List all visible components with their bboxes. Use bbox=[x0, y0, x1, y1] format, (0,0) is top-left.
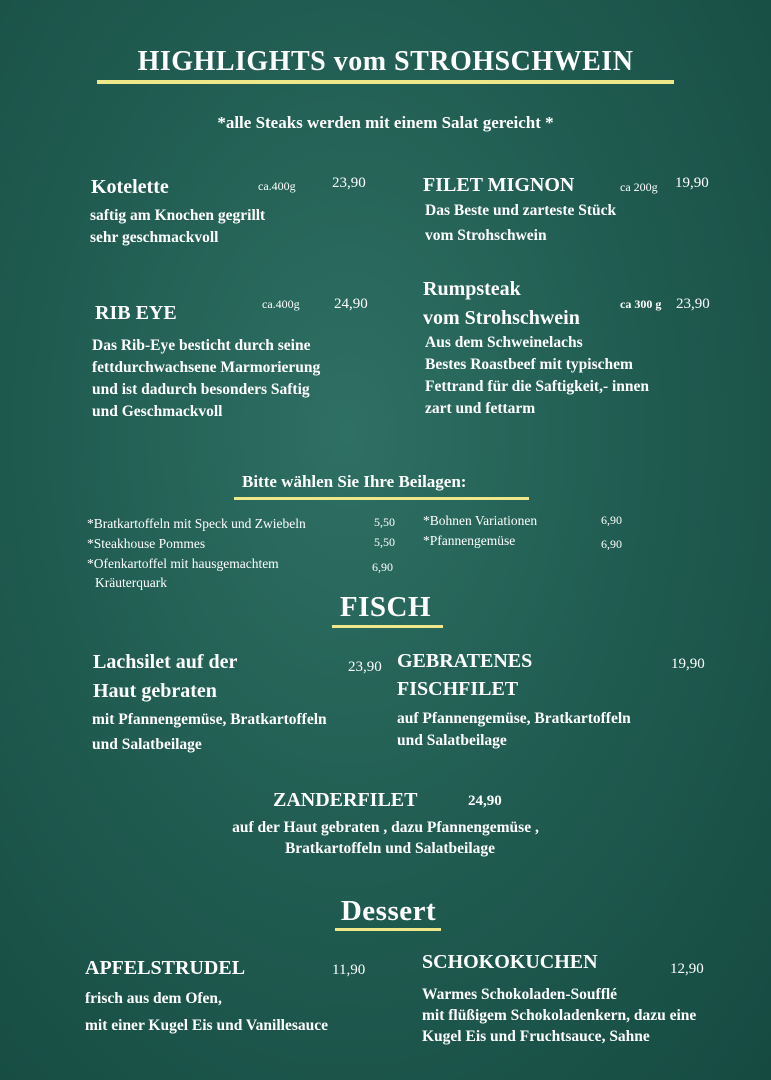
side-item: *Bratkartoffeln mit Speck und Zwiebeln bbox=[87, 516, 306, 531]
filet-desc-1: Das Beste und zarteste Stück bbox=[425, 202, 617, 219]
ribeye-weight: ca.400g bbox=[262, 297, 300, 311]
apfel-name: APFELSTRUDEL bbox=[85, 957, 246, 979]
side-item: *Ofenkartoffel mit hausgemachtem bbox=[87, 556, 279, 571]
sides-heading: Bitte wählen Sie Ihre Beilagen: bbox=[242, 472, 467, 491]
zander-price: 24,90 bbox=[468, 793, 502, 809]
sides-underline bbox=[234, 497, 529, 500]
schoko-desc-3: Kugel Eis und Fruchtsauce, Sahne bbox=[422, 1028, 650, 1045]
side-item-continued: Kräuterquark bbox=[95, 575, 167, 590]
apfel-desc-1: frisch aus dem Ofen, bbox=[85, 990, 222, 1007]
rumpsteak-name-1: Rumpsteak bbox=[423, 278, 521, 300]
side-item: *Steakhouse Pommes bbox=[87, 536, 206, 551]
filet-price: 19,90 bbox=[675, 175, 709, 191]
fish-underline bbox=[332, 625, 443, 628]
ribeye-price: 24,90 bbox=[334, 296, 368, 312]
rumpsteak-desc-4: zart und fettarm bbox=[425, 400, 536, 417]
apfel-price: 11,90 bbox=[332, 962, 366, 978]
lachs-name-1: Lachsilet auf der bbox=[93, 651, 238, 673]
rumpsteak-desc-3: Fettrand für die Saftigkeit,- innen bbox=[425, 378, 650, 395]
side-item: *Bohnen Variationen bbox=[423, 513, 538, 528]
side-price: 6,90 bbox=[601, 513, 622, 527]
schoko-desc-1: Warmes Schokoladen-Soufflé bbox=[422, 986, 618, 1003]
steaks-note: *alle Steaks werden mit einem Salat gereicht * bbox=[217, 113, 554, 132]
kotelette-desc-1: saftig am Knochen gegrillt bbox=[90, 207, 266, 224]
side-price: 5,50 bbox=[374, 515, 395, 529]
side-item: *Pfannengemüse bbox=[423, 533, 516, 548]
apfel-desc-2: mit einer Kugel Eis und Vanillesauce bbox=[85, 1017, 329, 1034]
side-price: 6,90 bbox=[601, 537, 622, 551]
fish-heading: FISCH bbox=[339, 591, 432, 623]
rumpsteak-name-2: vom Strohschwein bbox=[423, 307, 580, 329]
schoko-price: 12,90 bbox=[670, 961, 704, 977]
dessert-underline bbox=[335, 928, 441, 931]
side-price: 6,90 bbox=[372, 560, 393, 574]
title-underline bbox=[97, 80, 674, 84]
lachs-name-2: Haut gebraten bbox=[93, 680, 217, 702]
zander-desc-2: Bratkartoffeln und Salatbeilage bbox=[284, 840, 496, 857]
fischfilet-price: 19,90 bbox=[671, 656, 705, 672]
ribeye-desc-3: und ist dadurch besonders Saftig bbox=[92, 381, 310, 398]
kotelette-price: 23,90 bbox=[332, 175, 366, 191]
fischfilet-name-2: FISCHFILET bbox=[397, 678, 519, 700]
ribeye-name: RIB EYE bbox=[95, 302, 177, 324]
ribeye-desc-1: Das Rib-Eye besticht durch seine bbox=[92, 337, 311, 354]
filet-desc-2: vom Strohschwein bbox=[425, 227, 547, 244]
rumpsteak-desc-2: Bestes Roastbeef mit typischem bbox=[425, 356, 633, 373]
fischfilet-name-1: GEBRATENES bbox=[397, 650, 533, 672]
schoko-name: SCHOKOKUCHEN bbox=[422, 951, 598, 973]
rumpsteak-desc-1: Aus dem Schweinelachs bbox=[425, 334, 583, 351]
ribeye-desc-4: und Geschmackvoll bbox=[92, 403, 223, 420]
fischfilet-desc-1: auf Pfannengemüse, Bratkartoffeln bbox=[397, 710, 631, 727]
fischfilet-desc-2: und Salatbeilage bbox=[397, 732, 507, 749]
filet-name: FILET MIGNON bbox=[423, 174, 575, 196]
zander-name: ZANDERFILET bbox=[273, 789, 418, 811]
lachs-desc-1: mit Pfannengemüse, Bratkartoffeln bbox=[92, 711, 327, 728]
kotelette-name: Kotelette bbox=[91, 176, 169, 198]
filet-weight: ca 200g bbox=[620, 180, 658, 194]
kotelette-desc-2: sehr geschmackvoll bbox=[90, 229, 219, 246]
lachs-desc-2: und Salatbeilage bbox=[92, 736, 202, 753]
ribeye-desc-2: fettdurchwachsene Marmorierung bbox=[92, 359, 321, 376]
rumpsteak-weight: ca 300 g bbox=[620, 297, 662, 311]
zander-desc-1: auf der Haut gebraten , dazu Pfannengemüse , bbox=[232, 819, 539, 836]
rumpsteak-price: 23,90 bbox=[676, 296, 710, 312]
side-price: 5,50 bbox=[374, 535, 395, 549]
kotelette-weight: ca.400g bbox=[258, 179, 296, 193]
dessert-heading: Dessert bbox=[340, 895, 437, 927]
page-title: HIGHLIGHTS vom STROHSCHWEIN bbox=[137, 46, 634, 77]
lachs-price: 23,90 bbox=[348, 659, 382, 675]
schoko-desc-2: mit flüßigem Schokoladenkern, dazu eine bbox=[422, 1007, 697, 1024]
